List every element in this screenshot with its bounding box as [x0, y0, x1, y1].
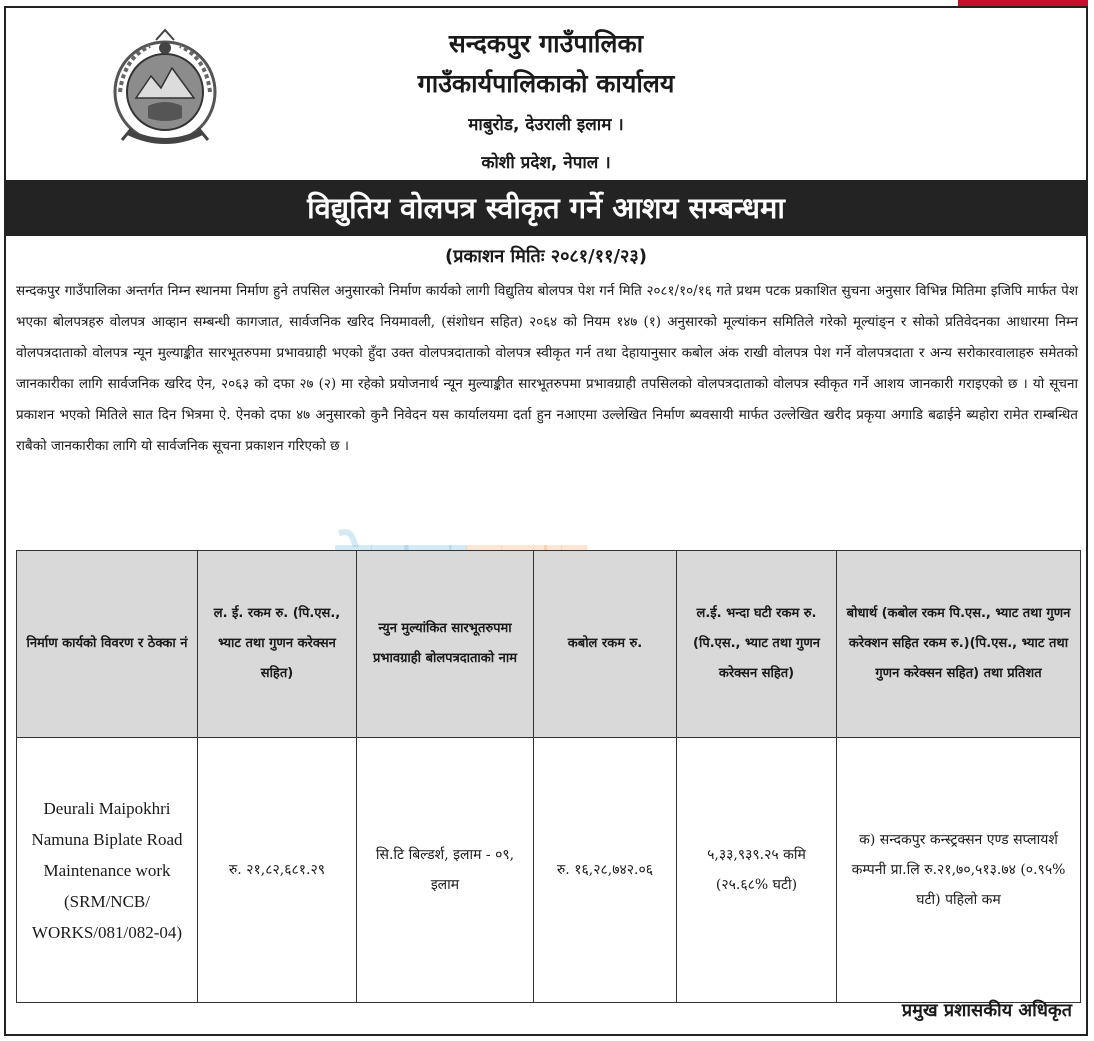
office-address: माबुरोड, देउराली इलाम ।	[468, 115, 624, 135]
notice-frame	[4, 6, 1088, 1036]
notice-body-paragraph: सन्दकपुर गाउँपालिका अन्तर्गत निम्न स्थानमा निर्माण हुने तपसिल अनुसारको निर्माण कार्यको लागी विद्युतिय बोलपत्र पेश गर्न मिति २०८१/१०/१६ गते प्रथम पटक प्रकाशित सुचना अनुसार विभिन्न मितिमा इजिपि मार्फत पेश भएका बोलपत्रहरु वोलपत्र आव्हान सम्बन्धी कागजात, सार्वजनिक खरिद नियमावली, (संशोधन सहित) २०६४ को नियम १४७ (१) अनुसारको मूल्यांकन समितिले गरेको मूल्यांङ्न र सोको प्रतिवेदनका आधारमा निम्न वोलपत्रदाताको वोलपत्र न्यून मुल्याङ्कीत सारभूतरुपमा प्रभावग्राही भएको हुँदा उक्त वोलपत्रदाताको वोलपत्र स्वीकृत गर्न तथा देहायानुसार कबोल अंक राखी वोलपत्र पेश गर्ने वोलपत्रदाता र अन्य सरोकारवालाहरु समेतको जानकारीका लागि सार्वजनिक खरिद ऐन, २०६३ को दफा २७ (२) मा रहेको प्रयोजनार्थ न्यून मुल्याङ्कीत सारभूतरुपमा प्रभावग्राही तपसिलको वोलपत्रदाताको वोलपत्र स्वीकृत गर्ने आशय जानकारी गराइएको छ । यो सूचना प्रकाशन भएको मितिले सात दिन भित्रमा ऐ. ऐनको दफा ४७ अनुसारको कुनै निवेदन यस कार्यालयमा दर्ता हुन नआएमा उल्लेखित निर्माण ब्यवसायी मार्फत उल्लेखित खरीद प्रकृया अगाडि बढाईने ब्यहोरा रामेत राम्बन्धित राबैको जानकारीका लागि यो सार्वजनिक सूचना प्रकाशन गरिएको छ ।	[16, 283, 1078, 454]
header-bidder-name: न्युन मुल्यांकित सारभूतरुपमा प्रभावग्राही बोलपत्रदाताको नाम	[357, 551, 534, 738]
header-bid-amount: कबोल रकम रु.	[534, 551, 677, 738]
cell-bid-amount: रु. १६,२८,७४२.०६	[534, 738, 677, 1003]
cell-work-description: Deurali Maipokhri Namuna Biplate Road Maintenance work (SRM/NCB/ WORKS/081/082-04)	[17, 738, 198, 1003]
notice-title-banner: विद्युतिय वोलपत्र स्वीकृत गर्ने आशय सम्बन्धमा	[6, 180, 1086, 236]
bid-acceptance-table	[16, 550, 1081, 1003]
cell-amount-below-estimate: ५,३३,९३९.२५ कमि (२५.६८% घटी)	[677, 738, 837, 1003]
header-reference-bidder: बोधार्थ (कबोल रकम पि.एस., भ्याट तथा गुणन करेक्शन सहित रकम रु.)(पि.एस., भ्याट तथा गुणन करेक्सन सहित) तथा प्रतिशत	[837, 551, 1081, 738]
cell-estimated-amount: रु. २१,८२,६८१.२९	[198, 738, 357, 1003]
notice-header	[6, 8, 1086, 180]
table-header-row	[17, 551, 1081, 738]
header-amount-below-estimate: ल.ई. भन्दा घटी रकम रु.(पि.एस., भ्याट तथा गुणन करेक्सन सहित)	[677, 551, 837, 738]
office-province: कोशी प्रदेश, नेपाल ।	[481, 153, 611, 173]
municipality-name: सन्दकपुर गाउँपालिका	[448, 29, 644, 58]
office-name: गाउँकार्यपालिकाको कार्यालय	[417, 69, 675, 98]
cell-bidder-name: सि.टि बिल्डर्श, इलाम - ०९, इलाम	[357, 738, 534, 1003]
header-estimated-amount: ल. ई. रकम रु. (पि.एस., भ्याट तथा गुणन करेक्सन सहित)	[198, 551, 357, 738]
cell-reference-bidder: क) सन्दकपुर कन्स्ट्रक्सन एण्ड सप्लायर्श कम्पनी प्रा.लि रु.२१,७०,५१३.७४ (०.९५% घटी) पहिलो कम	[837, 738, 1081, 1003]
publication-date: (प्रकाशन मितिः २०८१/११/२३)	[445, 246, 647, 267]
signatory-title: प्रमुख प्रशासकीय अधिकृत	[901, 1000, 1072, 1021]
table-row	[17, 738, 1081, 1003]
header-work-description: निर्माण कार्यको विवरण र ठेक्का नं	[17, 551, 198, 738]
